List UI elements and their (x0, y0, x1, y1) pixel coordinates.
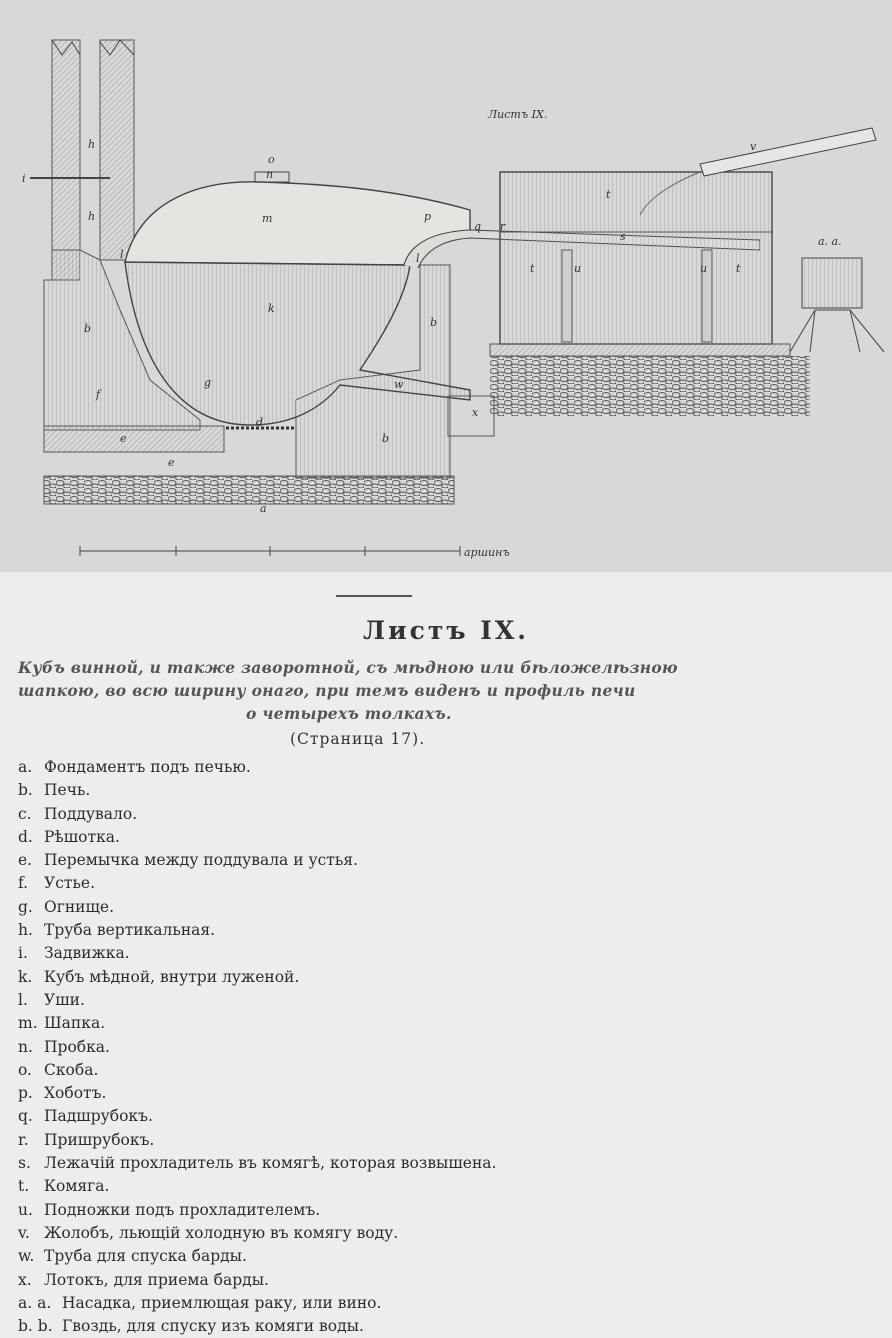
legend-key: d. (18, 827, 33, 846)
legend-key: f. (18, 874, 29, 893)
legend-key: u. (18, 1200, 33, 1219)
legend-text: Комяга. (44, 1177, 110, 1196)
legend-text: Печь. (44, 781, 91, 800)
legend-text: Уши. (44, 990, 85, 1009)
cooler-leg-left (562, 250, 572, 342)
cooler-tub (500, 172, 772, 344)
legend-key: q. (18, 1107, 33, 1126)
legend-item (18, 1292, 718, 1315)
legend-key: v. (18, 1223, 30, 1242)
legend-item (18, 942, 718, 965)
legend-text: Подножки подъ прохладителемъ. (44, 1200, 321, 1219)
plate-label-e-lower: e (168, 456, 175, 469)
legend-text: Шапка. (44, 1014, 106, 1033)
receiver-barrel (802, 258, 862, 308)
plate-label-a-a: a. a. (818, 235, 842, 248)
plate-label-h-lower: h (88, 210, 96, 223)
legend-item (18, 1269, 718, 1292)
legend-item (18, 872, 718, 895)
legend-key: r. (18, 1130, 29, 1149)
plate-label-l-right: l (416, 252, 420, 265)
scale-label: аршинъ (464, 546, 510, 559)
plate-label-r: r (500, 220, 506, 233)
legend-item (18, 1315, 718, 1338)
legend-key: a. (18, 758, 33, 776)
legend-text: Труба вертикальная. (44, 921, 216, 940)
legend-item (18, 849, 718, 872)
fire-lintel (44, 426, 224, 452)
legend-item (18, 1082, 718, 1105)
water-trough (700, 128, 876, 176)
legend-key: e. (18, 851, 33, 870)
tub-foundation (490, 356, 810, 416)
legend-key: t. (18, 1177, 30, 1196)
legend-item (18, 826, 718, 849)
text-page (0, 576, 892, 1336)
plate-label-l-left: l (120, 248, 124, 261)
plate-label-e-upper: e (120, 432, 127, 445)
plate-label-d: d (256, 416, 264, 429)
legend-item (18, 896, 718, 919)
plate-label-h-upper: h (88, 138, 96, 151)
legend-item (18, 1222, 718, 1245)
plate-label-f: f (96, 388, 101, 401)
legend-list (18, 756, 718, 1338)
legend-item (18, 803, 718, 826)
legend-text: Перемычка между поддувала и устья. (44, 851, 358, 870)
legend-text: Гвоздь, для спуску изъ комяги воды. (62, 1317, 364, 1336)
legend-item (18, 989, 718, 1012)
legend-item (18, 1199, 718, 1222)
plate-label-t-top: t (606, 188, 611, 201)
engraving-plate (0, 0, 892, 572)
plate-label-b-left: b (84, 322, 92, 335)
legend-text: Устье. (44, 874, 95, 893)
plate-label-q: q (474, 220, 482, 233)
legend-item (18, 1059, 718, 1082)
legend-key: l. (18, 990, 28, 1009)
plate-label-m: m (262, 212, 273, 225)
legend-key: w. (18, 1247, 35, 1266)
legend-key: m. (18, 1014, 38, 1033)
legend-text: Падшрубокъ. (44, 1107, 153, 1126)
legend-item (18, 1105, 718, 1128)
title-rule (336, 595, 412, 597)
legend-text: Лотокъ, для приема барды. (44, 1270, 269, 1289)
legend-key: p. (18, 1084, 33, 1103)
legend-text: Жолобъ, льющій холодную въ комягу воду. (44, 1223, 399, 1242)
legend-text: Кубъ мѣдной, внутри луженой. (44, 967, 300, 986)
legend-key: b. (18, 781, 33, 800)
legend-text: Огнище. (44, 897, 114, 916)
legend-text: Пробка. (44, 1037, 110, 1056)
legend-item (18, 1012, 718, 1035)
plate-label-p: p (424, 210, 432, 223)
legend-key: k. (18, 967, 33, 986)
plate-label-t-right: t (736, 262, 741, 275)
plate-label-n: n (266, 168, 274, 181)
page-title: Листъ IX. (362, 616, 530, 645)
chimney-right-wall (100, 40, 134, 260)
legend-item (18, 756, 718, 779)
plate-label-b-mid: b (430, 316, 438, 329)
plate-label-s: s (620, 230, 626, 243)
still-diagram (0, 0, 892, 572)
legend-text: Лежачій прохладитель въ комягѣ, которая возвышена. (44, 1154, 497, 1173)
plate-label-b-bottom: b (382, 432, 390, 445)
legend-item (18, 1175, 718, 1198)
legend-text: Хоботъ. (44, 1084, 107, 1103)
plate-label-t-left: t (530, 262, 535, 275)
plate-label: Листъ IX. (488, 108, 548, 121)
plate-label-u-left: u (574, 262, 582, 275)
caption-line-1: Кубъ винной, и также заворотной, съ мѣдною или бѣложелѣзною (18, 658, 678, 677)
legend-key: a. a. (18, 1293, 52, 1312)
legend-key: g. (18, 897, 33, 916)
plate-label-k: k (268, 302, 275, 315)
legend-text: Поддувало. (44, 804, 138, 823)
legend-item (18, 1152, 718, 1175)
legend-key: b. b. (18, 1317, 53, 1336)
legend-item (18, 1036, 718, 1059)
legend-item (18, 779, 718, 802)
page-reference: (Страница 17). (290, 730, 426, 748)
legend-item (18, 1129, 718, 1152)
plate-label-u-right: u (700, 262, 708, 275)
legend-text: Пришрубокъ. (44, 1130, 155, 1149)
plate-label-o: o (268, 153, 275, 166)
plate-label-v: v (750, 140, 757, 153)
legend-key: n. (18, 1037, 33, 1056)
receiver-stand (790, 310, 884, 352)
legend-item (18, 1245, 718, 1268)
foundation (44, 476, 454, 504)
legend-text: Рѣшотка. (44, 827, 120, 846)
legend-text: Скоба. (44, 1060, 99, 1079)
legend-key: x. (18, 1270, 32, 1289)
plate-label-w: w (394, 378, 404, 391)
caption-line-3: о четырехъ толкахъ. (246, 704, 452, 723)
chimney-left-wall (52, 40, 80, 280)
legend-text: Труба для спуска барды. (44, 1247, 247, 1266)
legend-text: Насадка, приемлющая раку, или вино. (62, 1293, 382, 1312)
plate-label-x: x (472, 406, 479, 419)
legend-text: Задвижка. (44, 944, 130, 963)
plate-label-g: g (204, 376, 212, 389)
legend-key: o. (18, 1060, 32, 1079)
plate-label-i: i (22, 172, 26, 185)
legend-key: s. (18, 1154, 31, 1173)
legend-key: i. (18, 944, 28, 963)
legend-item (18, 966, 718, 989)
caption-line-2: шапкою, во всю ширину онаго, при темъ виденъ и профиль печи (18, 681, 636, 700)
legend-key: c. (18, 804, 32, 823)
legend-item (18, 919, 718, 942)
plate-label-a: a (260, 502, 267, 515)
legend-key: h. (18, 921, 33, 940)
tub-base (490, 344, 790, 356)
drain-chute (448, 396, 494, 436)
legend-text: Фондаментъ подъ печью. (44, 758, 251, 776)
